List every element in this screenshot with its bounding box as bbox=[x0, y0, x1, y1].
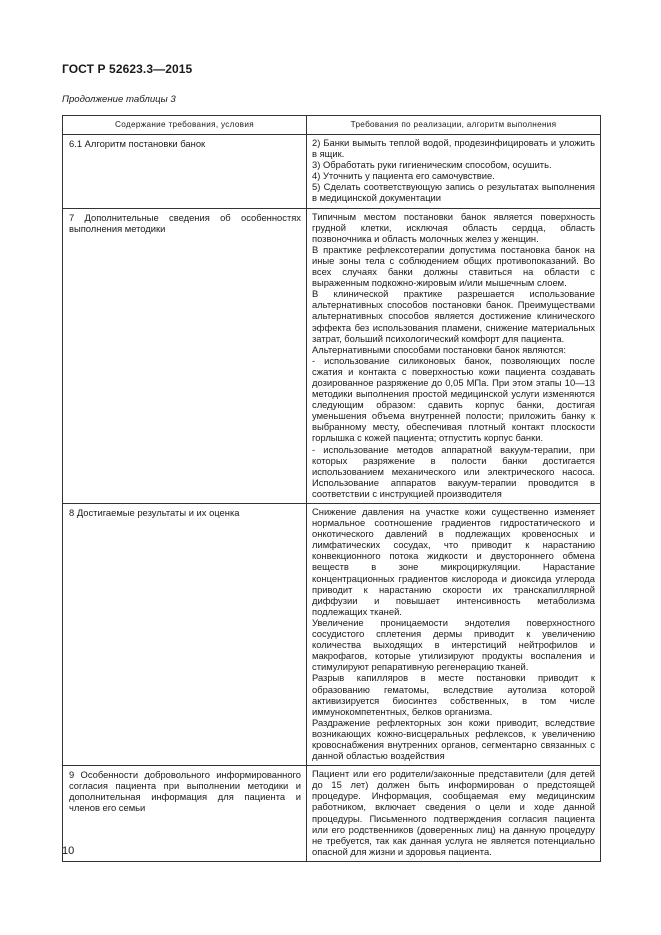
requirements-table bbox=[62, 115, 601, 862]
requirement-paragraph: Разрыв капилляров в месте постановки приводит к образованию гематомы, вследствие аутолиза которой активизируется биосинтез собственных, в том числе иммунокомпетентных, белков организма. bbox=[312, 672, 595, 717]
requirement-paragraph: Увеличение проницаемости эндотелия поверхностного сосудистого сплетения дермы приводит к увеличению количества выходящих в интерстиций нейтрофилов и макрофагов, которые утилизируют продукты воспаления и стимулируют репаративную регенерацию тканей. bbox=[312, 616, 595, 673]
condition-cell: 6.1 Алгоритм постановки банок bbox=[63, 135, 307, 209]
table-header-row bbox=[63, 116, 601, 135]
requirement-paragraph: 5) Сделать соответствующую запись о результатах выполнения в медицинской документации bbox=[312, 181, 595, 204]
page-number: 10 bbox=[62, 845, 75, 857]
requirement-paragraph: Снижение давления на участке кожи существенно изменяет нормальное соотношение градиентов гидростатического и онкотического давлений в подлежащих кровеносных и лимфатических сосудах, что приводит к нарастанию конвекционного потока жидкости и двустороннего обмена веществ в зоне микроциркуляции. Нарастание концентрационных градиентов кислорода и диоксида углерода приводит к нарастанию скорости их транскапиллярной диффузии и повышает интенсивность метаболизма подлежащих тканей. bbox=[312, 506, 595, 617]
requirement-paragraph: В практике рефлексотерапии допустима постановка банок на иные зоны тела с соблюдением общих противопоказаний. Во всех случаях банки должны ставиться на области с выраженным подкожно-жировым и/или мышечным слоем. bbox=[312, 243, 595, 289]
requirement-paragraph: Альтернативными способами постановки банок являются: bbox=[312, 343, 566, 355]
condition-cell: 7 Дополнительные сведения об особенностях выполнения методики bbox=[63, 208, 307, 503]
table-row bbox=[63, 504, 601, 766]
requirement-paragraph: В клинической практике разрешается использование альтернативных способов постановки банок. Преимуществами альтернативных способов является достижение клинического эффекта без использования пламени, снижение материальных затрат, больший психологический комфорт для пациента. bbox=[312, 288, 595, 344]
requirements-cell bbox=[307, 504, 601, 766]
table-row bbox=[63, 135, 601, 209]
column-header-requirements: Требования по реализации, алгоритм выполнения bbox=[307, 116, 601, 135]
table-caption: Продолжение таблицы 3 bbox=[62, 94, 176, 105]
condition-cell: 8 Достигаемые результаты и их оценка bbox=[63, 504, 307, 766]
requirement-paragraph: 3) Обработать руки гигиеническим способом, осушить. bbox=[312, 159, 552, 171]
table-row bbox=[63, 208, 601, 503]
condition-cell: 9 Особенности добровольного информированного согласия пациента при выполнении методики и дополнительная информация для пациента и членов его семьи bbox=[63, 766, 307, 862]
requirement-paragraph: - использование силиконовых банок, позволяющих после сжатия и контакта с поверхностью кожи пациента создавать дозированное разряжение до 0,05 МПа. При этом этапы 10—13 методики выполнения простой медицинской услуги изменяются следующим образом: сдавить корпус банки, достигая уменьшения объема внутренней полости; приложить банку к выбранному месту, обеспечивая плотный контакт плоскости горлышка с кожей пациента; отпустить корпус банки. bbox=[312, 354, 595, 444]
table-row bbox=[63, 766, 601, 862]
document-header: ГОСТ Р 52623.3—2015 bbox=[62, 62, 193, 76]
requirements-cell bbox=[307, 766, 601, 862]
requirements-cell bbox=[307, 208, 601, 503]
requirement-paragraph: - использование методов аппаратной вакуум-терапии, при которых разряжение в полости банки достигается использованием механического или электрического насоса. Использование аппаратов вакуум-терапии проводится в соответствии с инструкцией производителя bbox=[312, 443, 595, 499]
requirements-cell bbox=[307, 135, 601, 209]
requirement-paragraph: Раздражение рефлекторных зон кожи приводит, вследствие возникающих кожно-висцеральных рефлексов, к увеличению кровоснабжения внутренних органов, сегментарно связанных с данной областью воздействия bbox=[312, 716, 595, 762]
column-header-condition: Содержание требования, условия bbox=[63, 116, 307, 135]
requirement-paragraph: 2) Банки вымыть теплой водой, продезинфицировать и уложить в ящик. bbox=[312, 137, 595, 160]
requirement-paragraph: Типичным местом постановки банок является поверхность грудной клетки, исключая область сердца, область позвоночника и область молочных желез у женщин. bbox=[312, 210, 595, 244]
requirement-paragraph: Пациент или его родители/законные представители (для детей до 15 лет) должен быть информирован о предстоящей процедуре. Информация, сообщаемая ему медицинским работником, включает сведения о цели и ходе данной процедуры. Письменного подтверждения согласия пациента или его родственников (доверенных лиц) на данную процедуру не требуется, так как данная услуга не является потенциально опасной для жизни и здоровья пациента. bbox=[312, 768, 595, 857]
requirement-paragraph: 4) Уточнить у пациента его самочувствие. bbox=[312, 170, 495, 182]
